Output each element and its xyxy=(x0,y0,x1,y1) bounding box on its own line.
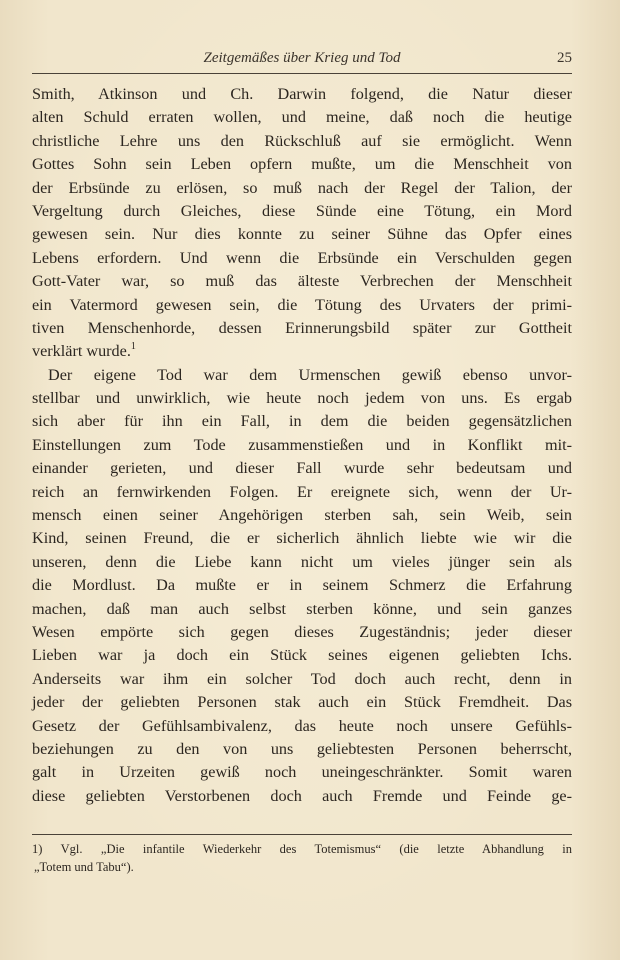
text-line: einander gerieten, und dieser Fall wurde sehr bedeutsam und xyxy=(32,459,572,478)
text-line: Lieben war ja doch ein Stück seines eigenen geliebten Ichs. xyxy=(32,646,572,665)
text-line: galt in Urzeiten gewiß noch uneingeschränkter. Somit waren xyxy=(32,763,572,782)
text-line: stellbar und unwirklich, wie heute noch jedem von uns. Es ergab xyxy=(32,389,572,408)
text-line: alten Schuld erraten wollen, und meine, daß noch die heutige xyxy=(32,108,572,127)
page-header xyxy=(32,50,572,72)
footnotes xyxy=(32,840,572,876)
footnote-line: 1) Vgl. „Die infantile Wiederkehr des Totemismus“ (die letzte Abhandlung in xyxy=(32,842,572,856)
text-line: Anderseits war ihm ein solcher Tod doch auch recht, denn in xyxy=(32,669,572,688)
text-line: Gott-Vater war, so muß das älteste Verbrechen der Menschheit xyxy=(32,272,572,291)
text-line: diese geliebten Verstorbenen doch auch Fremde und Feinde ge- xyxy=(32,786,572,805)
header-rule xyxy=(32,73,572,74)
text-line: Smith, Atkinson und Ch. Darwin folgend, die Natur dieser xyxy=(32,85,572,103)
paragraph-first-line: Der eigene Tod war dem Urmenschen gewiß ebenso unvor- xyxy=(48,365,572,384)
text-line: gewesen sein. Nur dies konnte zu seiner Sühne das Opfer eines xyxy=(32,225,572,244)
text-line: Lebens erfordern. Und wenn die Erbsünde ein Verschulden gegen xyxy=(32,248,572,267)
text-line: die Mordlust. Da mußte er in seinem Schmerz die Erfahrung xyxy=(32,576,572,595)
text-line: machen, daß man auch selbst sterben könne, und sein ganzes xyxy=(32,599,572,618)
text-line: mensch einen seiner Angehörigen sterben sah, sein Weib, sein xyxy=(32,506,572,525)
text-line: reich an fernwirkenden Folgen. Er ereignete sich, wenn der Ur- xyxy=(32,482,572,501)
page-number: 25 xyxy=(557,50,572,66)
text-line: Einstellungen zum Tode zusammenstießen und in Konflikt mit- xyxy=(32,435,572,454)
text-line: Gottes Sohn sein Leben opfern mußte, um die Menschheit von xyxy=(32,155,572,174)
text-line: der Erbsünde zu erlösen, so muß nach der Regel der Talion, der xyxy=(32,178,572,197)
text-line: Kind, seinen Freund, die er sicherlich ähnlich liebte wie wir die xyxy=(32,529,572,548)
text-line: tiven Menschenhorde, dessen Erinnerungsbild später zur Gottheit xyxy=(32,318,572,337)
body-text xyxy=(32,83,572,808)
text-line: beziehungen zu den von uns geliebtesten Personen beherrscht, xyxy=(32,739,572,758)
footnote-line: „Totem und Tabu“). xyxy=(34,860,134,874)
text-line: verklärt wurde. xyxy=(32,342,131,361)
text-line: ein Vatermord gewesen sein, die Tötung des Urvaters der primi- xyxy=(32,295,572,314)
text-line: Vergeltung durch Gleiches, diese Sünde eine Tötung, ein Mord xyxy=(32,201,572,220)
text-line: Gesetz der Gefühlsambivalenz, das heute noch unsere Gefühls- xyxy=(32,716,572,735)
footnote-rule xyxy=(32,834,572,835)
text-line: unseren, denn die Liebe kann nicht um vieles jünger sein als xyxy=(32,552,572,571)
text-line-with-footnote xyxy=(32,340,572,363)
text-line: Wesen empörte sich gegen dieses Zugeständnis; jeder dieser xyxy=(32,622,572,641)
running-title: Zeitgemäßes über Krieg und Tod xyxy=(203,50,401,66)
footnote-marker: 1 xyxy=(130,341,136,353)
text-line: sich aber für ihn ein Fall, in dem die beiden gegensätzlichen xyxy=(32,412,572,431)
text-line: jeder der geliebten Personen stak auch ein Stück Fremdheit. Das xyxy=(32,693,572,712)
text-line: christliche Lehre uns den Rückschluß auf sie ermöglicht. Wenn xyxy=(32,131,572,150)
